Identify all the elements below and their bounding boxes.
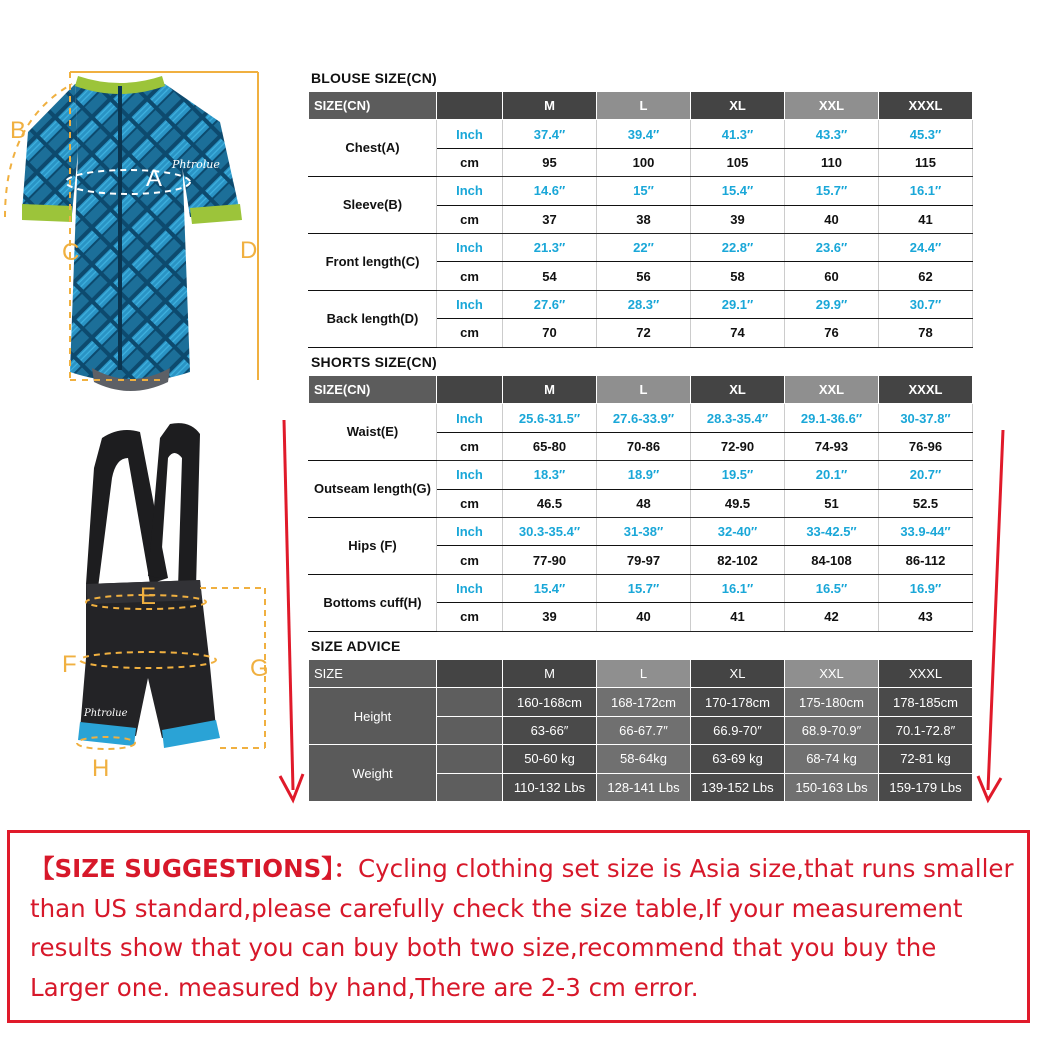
blank-cell: [437, 745, 503, 773]
measurement-group: [309, 517, 973, 574]
cm-value-cell: 51: [785, 489, 879, 517]
cm-value-cell: 76: [785, 319, 879, 347]
measurement-group: [309, 120, 973, 177]
cm-value-cell: 70-86: [597, 432, 691, 460]
unit-cm-label: cm: [437, 262, 503, 290]
svg-text:Phtrolue: Phtrolue: [84, 708, 128, 719]
svg-text:D: D: [240, 237, 258, 264]
inch-value-cell: 32-40″: [691, 517, 785, 545]
measurement-name: Bottoms cuff(H): [309, 574, 437, 631]
advice-value-cell: 178-185cm: [879, 688, 973, 716]
table-row: [309, 461, 973, 489]
cm-value-cell: 95: [503, 148, 597, 176]
header-unit: [437, 660, 503, 688]
inch-value-cell: 14.6″: [503, 177, 597, 205]
inch-value-cell: 22″: [597, 233, 691, 261]
header-size-xl: XL: [691, 92, 785, 120]
cm-value-cell: 60: [785, 262, 879, 290]
table-row: [309, 177, 973, 205]
blank-cell: [437, 688, 503, 716]
cm-value-cell: 100: [597, 148, 691, 176]
header-size-xxxl: XXXL: [879, 376, 973, 404]
cm-value-cell: 65-80: [503, 432, 597, 460]
svg-text:C: C: [62, 239, 80, 266]
header-size-xxxl: XXXL: [879, 92, 973, 120]
measurement-group: [309, 574, 973, 631]
advice-value-cell: 170-178cm: [691, 688, 785, 716]
header-size-label: SIZE: [309, 660, 437, 688]
cm-value-cell: 42: [785, 603, 879, 631]
inch-value-cell: 20.1″: [785, 461, 879, 489]
measurement-group: [309, 404, 973, 461]
inch-value-cell: 16.1″: [879, 177, 973, 205]
inch-value-cell: 43.3″: [785, 120, 879, 148]
cm-value-cell: 49.5: [691, 489, 785, 517]
inch-value-cell: 20.7″: [879, 461, 973, 489]
inch-value-cell: 37.4″: [503, 120, 597, 148]
bib-label-f: [62, 651, 77, 678]
unit-inch-label: Inch: [437, 177, 503, 205]
unit-cm-label: cm: [437, 205, 503, 233]
blouse-size-title: BLOUSE SIZE(CN): [311, 70, 437, 86]
inch-value-cell: 16.5″: [785, 574, 879, 602]
jersey-label-d: [240, 237, 257, 264]
cm-value-cell: 84-108: [785, 546, 879, 574]
inch-value-cell: 19.5″: [691, 461, 785, 489]
unit-cm-label: cm: [437, 546, 503, 574]
cm-value-cell: 40: [785, 205, 879, 233]
header-size-xl: XL: [691, 376, 785, 404]
advice-label: Height: [309, 688, 437, 745]
advice-value-cell: 66-67.7″: [597, 716, 691, 744]
table-row: [309, 574, 973, 602]
cm-value-cell: 115: [879, 148, 973, 176]
advice-value-cell: 63-66″: [503, 716, 597, 744]
jersey-illustration: [0, 62, 300, 402]
cm-value-cell: 41: [691, 603, 785, 631]
measurement-name: Outseam length(G): [309, 461, 437, 518]
advice-value-cell: 68.9-70.9″: [785, 716, 879, 744]
unit-inch-label: Inch: [437, 120, 503, 148]
header-size-xxl: XXL: [785, 92, 879, 120]
unit-inch-label: Inch: [437, 404, 503, 432]
size-suggestions-text: Cycling clothing set size is Asia size,that runs smaller than US standard,please carefully check the size table,If your measurement results show that you can buy both two size,recommend that you buy the Larger one. measured by hand,There are 2-3 cm error.: [30, 854, 1014, 1002]
advice-value-cell: 128-141 Lbs: [597, 773, 691, 801]
jersey-brand-logo: [171, 158, 220, 171]
cm-value-cell: 37: [503, 205, 597, 233]
cm-value-cell: 74: [691, 319, 785, 347]
size-advice-title: SIZE ADVICE: [311, 638, 401, 654]
bib-brand-logo: [83, 708, 128, 719]
advice-value-cell: 160-168cm: [503, 688, 597, 716]
cm-value-cell: 54: [503, 262, 597, 290]
header-size-m: M: [503, 660, 597, 688]
advice-value-cell: 175-180cm: [785, 688, 879, 716]
inch-value-cell: 27.6″: [503, 290, 597, 318]
inch-value-cell: 29.1-36.6″: [785, 404, 879, 432]
unit-cm-label: cm: [437, 489, 503, 517]
cm-value-cell: 76-96: [879, 432, 973, 460]
inch-value-cell: 30.7″: [879, 290, 973, 318]
cm-value-cell: 41: [879, 205, 973, 233]
advice-value-cell: 58-64kg: [597, 745, 691, 773]
inch-value-cell: 33-42.5″: [785, 517, 879, 545]
cm-value-cell: 105: [691, 148, 785, 176]
jersey-label-a: [146, 165, 162, 192]
header-size-l: L: [597, 660, 691, 688]
cm-value-cell: 70: [503, 319, 597, 347]
cm-value-cell: 78: [879, 319, 973, 347]
measurement-name: Chest(A): [309, 120, 437, 177]
inch-value-cell: 15.7″: [597, 574, 691, 602]
unit-inch-label: Inch: [437, 517, 503, 545]
table-row: [309, 517, 973, 545]
header-size-xxl: XXL: [785, 660, 879, 688]
cm-value-cell: 58: [691, 262, 785, 290]
table-header-row: [309, 660, 973, 688]
advice-value-cell: 68-74 kg: [785, 745, 879, 773]
unit-cm-label: cm: [437, 603, 503, 631]
cm-value-cell: 79-97: [597, 546, 691, 574]
cm-value-cell: 86-112: [879, 546, 973, 574]
unit-inch-label: Inch: [437, 461, 503, 489]
cm-value-cell: 72: [597, 319, 691, 347]
inch-value-cell: 39.4″: [597, 120, 691, 148]
inch-value-cell: 29.9″: [785, 290, 879, 318]
shorts-size-title: SHORTS SIZE(CN): [311, 354, 437, 370]
table-header-row: [309, 92, 973, 120]
cm-value-cell: 48: [597, 489, 691, 517]
jersey-label-b: [10, 117, 26, 144]
header-size-l: L: [597, 376, 691, 404]
shorts-size-table: [308, 375, 973, 632]
cm-value-cell: 77-90: [503, 546, 597, 574]
cm-value-cell: 82-102: [691, 546, 785, 574]
unit-cm-label: cm: [437, 148, 503, 176]
unit-cm-label: cm: [437, 319, 503, 347]
svg-text:B: B: [10, 117, 27, 144]
inch-value-cell: 24.4″: [879, 233, 973, 261]
inch-value-cell: 41.3″: [691, 120, 785, 148]
cm-value-cell: 39: [691, 205, 785, 233]
inch-value-cell: 31-38″: [597, 517, 691, 545]
advice-value-cell: 150-163 Lbs: [785, 773, 879, 801]
inch-value-cell: 27.6-33.9″: [597, 404, 691, 432]
bib-shorts-illustration: [50, 418, 290, 788]
inch-value-cell: 30-37.8″: [879, 404, 973, 432]
header-size-xxxl: XXXL: [879, 660, 973, 688]
cm-value-cell: 62: [879, 262, 973, 290]
header-size-m: M: [503, 376, 597, 404]
table-row: [309, 745, 973, 773]
header-size-l: L: [597, 92, 691, 120]
inch-value-cell: 45.3″: [879, 120, 973, 148]
inch-value-cell: 28.3″: [597, 290, 691, 318]
svg-text:G: G: [250, 655, 269, 682]
table-header-row: [309, 376, 973, 404]
measurement-name: Back length(D): [309, 290, 437, 347]
inch-value-cell: 18.9″: [597, 461, 691, 489]
advice-value-cell: 139-152 Lbs: [691, 773, 785, 801]
measurement-group: [309, 177, 973, 234]
inch-value-cell: 22.8″: [691, 233, 785, 261]
bib-label-e: [140, 583, 156, 610]
unit-inch-label: Inch: [437, 233, 503, 261]
header-size-m: M: [503, 92, 597, 120]
svg-text:Phtrolue: Phtrolue: [172, 158, 220, 171]
size-suggestions-heading: 【SIZE SUGGESTIONS】：: [30, 854, 358, 883]
svg-text:E: E: [140, 583, 157, 610]
measurement-name: Hips (F): [309, 517, 437, 574]
unit-cm-label: cm: [437, 432, 503, 460]
unit-inch-label: Inch: [437, 574, 503, 602]
inch-value-cell: 18.3″: [503, 461, 597, 489]
cm-value-cell: 110: [785, 148, 879, 176]
cm-value-cell: 40: [597, 603, 691, 631]
inch-value-cell: 23.6″: [785, 233, 879, 261]
cm-value-cell: 74-93: [785, 432, 879, 460]
left-down-arrow: [276, 418, 306, 808]
cm-value-cell: 43: [879, 603, 973, 631]
advice-label: Weight: [309, 745, 437, 802]
jersey-label-c: [62, 239, 79, 266]
header-unit: [437, 92, 503, 120]
header-size-xxl: XXL: [785, 376, 879, 404]
measurement-name: Sleeve(B): [309, 177, 437, 234]
cm-value-cell: 38: [597, 205, 691, 233]
cm-value-cell: 56: [597, 262, 691, 290]
header-size-label: SIZE(CN): [309, 92, 437, 120]
inch-value-cell: 28.3-35.4″: [691, 404, 785, 432]
inch-value-cell: 21.3″: [503, 233, 597, 261]
inch-value-cell: 16.1″: [691, 574, 785, 602]
measurement-group: [309, 233, 973, 290]
blouse-size-table: [308, 91, 973, 348]
header-size-xl: XL: [691, 660, 785, 688]
measurement-name: Waist(E): [309, 404, 437, 461]
table-row: [309, 290, 973, 318]
inch-value-cell: 15″: [597, 177, 691, 205]
blank-cell: [437, 716, 503, 744]
inch-value-cell: 25.6-31.5″: [503, 404, 597, 432]
header-size-label: SIZE(CN): [309, 376, 437, 404]
cm-value-cell: 46.5: [503, 489, 597, 517]
measurement-name: Front length(C): [309, 233, 437, 290]
measurement-group: [309, 461, 973, 518]
advice-value-cell: 168-172cm: [597, 688, 691, 716]
right-down-arrow: [975, 428, 1015, 808]
blank-cell: [437, 773, 503, 801]
table-row: [309, 404, 973, 432]
size-advice-table: [308, 659, 973, 802]
advice-value-cell: 72-81 kg: [879, 745, 973, 773]
inch-value-cell: 15.7″: [785, 177, 879, 205]
advice-value-cell: 66.9-70″: [691, 716, 785, 744]
advice-value-cell: 110-132 Lbs: [503, 773, 597, 801]
svg-text:A: A: [146, 165, 163, 192]
inch-value-cell: 16.9″: [879, 574, 973, 602]
bib-label-g: [250, 655, 269, 682]
measurement-group: [309, 290, 973, 347]
table-row: [309, 120, 973, 148]
cm-value-cell: 52.5: [879, 489, 973, 517]
inch-value-cell: 30.3-35.4″: [503, 517, 597, 545]
inch-value-cell: 29.1″: [691, 290, 785, 318]
cm-value-cell: 72-90: [691, 432, 785, 460]
svg-text:H: H: [92, 755, 110, 782]
size-suggestions-box: [7, 830, 1030, 1023]
bib-label-h: [92, 755, 109, 782]
advice-value-cell: 63-69 kg: [691, 745, 785, 773]
inch-value-cell: 15.4″: [691, 177, 785, 205]
table-row: [309, 688, 973, 716]
unit-inch-label: Inch: [437, 290, 503, 318]
svg-text:F: F: [62, 651, 77, 678]
header-unit: [437, 376, 503, 404]
table-row: [309, 233, 973, 261]
cm-value-cell: 39: [503, 603, 597, 631]
inch-value-cell: 33.9-44″: [879, 517, 973, 545]
inch-value-cell: 15.4″: [503, 574, 597, 602]
advice-value-cell: 50-60 kg: [503, 745, 597, 773]
advice-value-cell: 70.1-72.8″: [879, 716, 973, 744]
advice-value-cell: 159-179 Lbs: [879, 773, 973, 801]
